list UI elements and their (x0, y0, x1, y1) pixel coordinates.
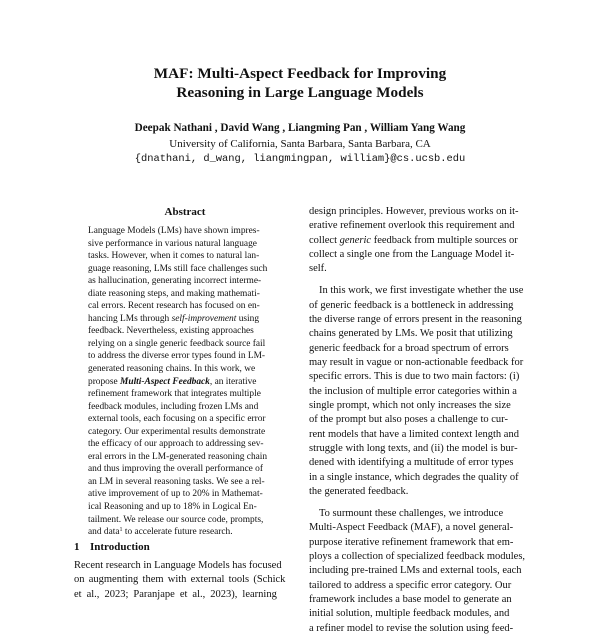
body-line: rent models that have a limited context length and (309, 428, 519, 440)
abstract-line: tasks. However, when it comes to natural lan- (88, 251, 260, 262)
body-line: tailored to address a specific error category. Our (309, 579, 512, 591)
body-line: specific errors. This is due to two main factors: (i) (309, 371, 520, 383)
abstract-line: category. Our experimental results demonstrate (88, 426, 266, 437)
body-line: dened with identifying a multitude of error types (309, 457, 514, 469)
title-line: MAF: Multi-Aspect Feedback for Improving (153, 65, 447, 82)
body-line: generic feedback for a broad spectrum of errors (309, 342, 509, 354)
body-line: of generic feedback is a bottleneck in addressing (309, 299, 514, 311)
body-line: a refiner model to revise the solution using feed- (309, 622, 514, 634)
abstract-line: Language Models (LMs) have shown impres- (88, 226, 260, 236)
abstract-text-run: , an iterative (209, 376, 257, 387)
abstract-text-run: and data (88, 527, 120, 538)
abstract-line (88, 526, 280, 539)
body-text-run: feedback from multiple sources or (371, 234, 518, 246)
abstract-line (88, 313, 280, 326)
body-line: collect a single one from the Language Model it- (309, 249, 515, 261)
body-line: framework includes a base model to generate an (309, 593, 512, 605)
body-text-run: collect (309, 234, 340, 246)
intro-line: on augmenting them with external tools (Schick (74, 574, 286, 586)
introduction-text (74, 559, 302, 602)
body-line: Multi-Aspect Feedback (MAF), a novel general- (309, 522, 514, 534)
affiliation: University of California, Santa Barbara, Santa Barbara, CA (169, 138, 431, 150)
body-line: the diverse range of errors present in the reasoning (309, 313, 522, 325)
body-line: struggle with long texts, and (ii) the model is bur- (309, 443, 518, 454)
body-line: in a single instance, which degrades the quality of (309, 471, 519, 483)
abstract-line: diate reasoning steps, and making mathemati- (88, 288, 260, 299)
abstract-heading: Abstract (164, 206, 206, 218)
body-line: may result in vague or non-actionable feedback for (309, 356, 524, 368)
abstract-line: feedback modules, including frozen LMs and (88, 401, 259, 412)
abstract-line: the efficacy of our approach to addressing sev- (88, 439, 264, 450)
abstract-line: ical Reasoning and up to 18% in Logical En- (88, 502, 257, 513)
author-block (0, 121, 600, 166)
title-line: Reasoning in Large Language Models (176, 84, 424, 101)
section-heading-introduction (74, 540, 150, 554)
body-line: design principles. However, previous works on it- (309, 206, 519, 217)
abstract-line: to address the diverse error types found in LM- (88, 351, 266, 362)
body-line: In this work, we first investigate whether the use (319, 285, 524, 297)
abstract-line: cal errors. Recent research has focused on en- (88, 301, 260, 312)
abstract-line: feedback. Nevertheless, existing approaches (88, 326, 254, 337)
abstract-text-run: propose (88, 376, 121, 387)
author-names: Deepak Nathani , David Wang , Liangming Pan , William Yang Wang (134, 122, 466, 134)
abstract-line: as hallucination, generating incorrect interme- (88, 276, 262, 287)
paragraph-gap (309, 277, 539, 285)
body-line: To surmount these challenges, we introduce (319, 507, 504, 519)
body-line: of the prompt but also poses a challenge to cur- (309, 414, 508, 426)
footnote-marker[interactable]: 1 (119, 527, 123, 534)
intro-line: et al., 2023; Paranjape et al., 2023), learning (74, 588, 277, 600)
section-number: 1 (74, 541, 80, 553)
abstract-line: tailment. We release our source code, prompts, (88, 514, 264, 525)
body-line: single prompt, which not only increases the size (309, 399, 511, 411)
abstract-text-run: using (236, 313, 260, 324)
body-line: the inclusion of multiple error categories within a (309, 385, 517, 397)
body-line: chains generated by LMs. We posit that utilizing (309, 328, 513, 340)
body-line (309, 234, 539, 248)
paper-title (0, 64, 600, 102)
abstract-line: refinement framework that integrates multiple (88, 389, 261, 400)
section-title: Introduction (90, 541, 150, 553)
body-line: erative refinement overlook this requirement and (309, 220, 515, 232)
paragraph-gap (309, 499, 539, 507)
emphasis-self-improvement: self-improvement (171, 313, 237, 324)
body-line: the generated feedback. (309, 486, 409, 498)
abstract-line: relying on a single generic feedback source fail (88, 338, 266, 349)
abstract-line (88, 376, 280, 389)
author-emails: {dnathani, d_wang, liangmingpan, william}@cs.ucsb.edu (134, 153, 466, 165)
abstract-line: sive performance in various natural language (88, 238, 257, 249)
abstract-line: an LM in several reasoning tasks. We see a rel- (88, 476, 265, 487)
emphasis-multi-aspect-feedback: Multi-Aspect Feedback (120, 376, 210, 387)
abstract-line: ative improvement of up to 20% in Mathemat- (88, 489, 263, 500)
abstract-text-run: to accelerate future research. (122, 527, 233, 538)
body-line: ploys a collection of specialized feedback modules, (309, 550, 526, 562)
body-line: initial solution, multiple feedback modules, and (309, 608, 510, 620)
emphasis-generic: generic (339, 234, 372, 246)
intro-line: Recent research in Language Models has focused (74, 560, 282, 571)
abstract-text (88, 225, 280, 539)
abstract-line: external tools, each focusing on a specific error (88, 414, 266, 425)
abstract-line: eral errors in the LM-generated reasoning chain (88, 451, 268, 462)
abstract-line: generated reasoning chains. In this work, we (88, 364, 256, 375)
abstract-text-run: hancing LMs through (88, 313, 172, 324)
abstract-line: guage reasoning, LMs still face challenges such (88, 263, 268, 274)
body-line: including pre-trained LMs and external tools, each (309, 565, 522, 577)
abstract-line: and thus improving the overall performance of (88, 464, 263, 475)
right-column-text (309, 205, 539, 636)
body-line: self. (309, 263, 327, 275)
body-line: purpose iterative refinement framework that em- (309, 536, 514, 548)
